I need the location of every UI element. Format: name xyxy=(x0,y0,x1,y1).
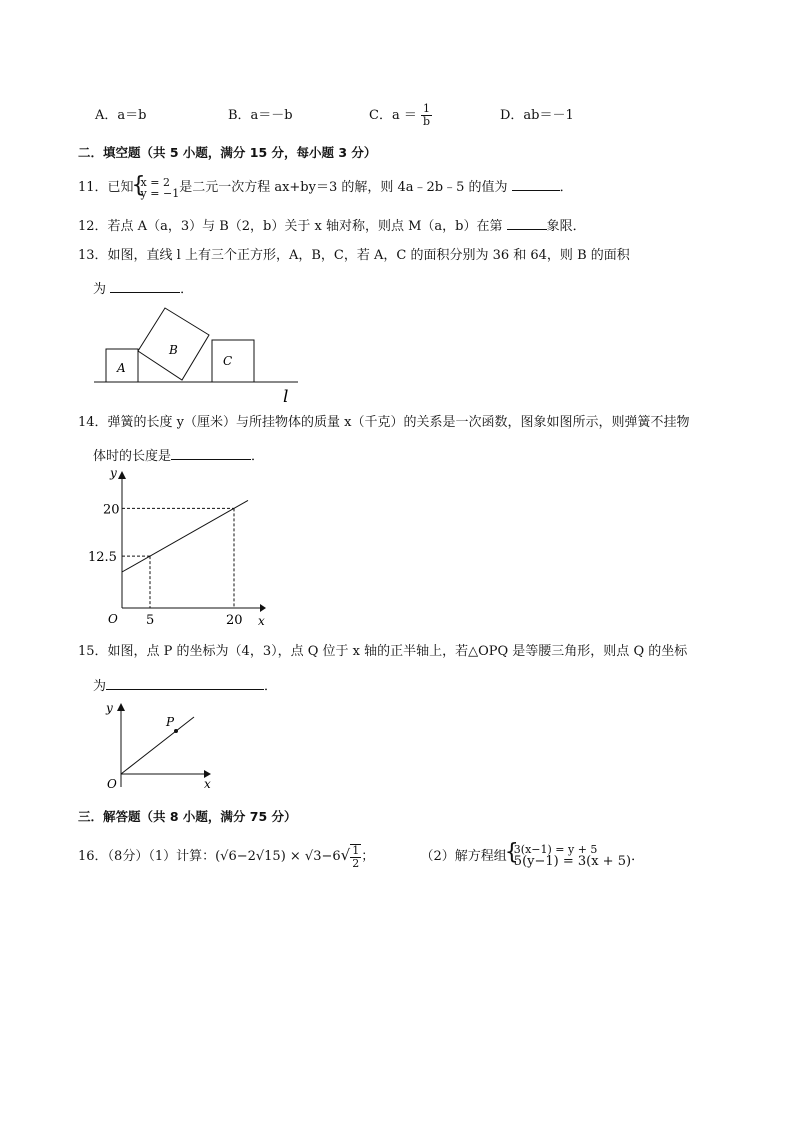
origin-label: O xyxy=(107,777,117,791)
q16-part1-end: ； xyxy=(361,849,375,864)
option-a: A．a＝b xyxy=(95,108,147,123)
q11-equation-system xyxy=(134,177,180,199)
radical-sign: √ xyxy=(340,846,351,864)
label-b: B xyxy=(169,343,178,357)
x-axis-arrow xyxy=(260,604,266,612)
y-label: y xyxy=(106,701,113,715)
q15-answer-blank[interactable] xyxy=(106,675,264,690)
q11-sys-line-2: y = −1 xyxy=(140,186,180,200)
q15-coordinate-figure xyxy=(100,698,220,793)
ray-op xyxy=(121,717,194,774)
point-p-label: P xyxy=(166,715,175,729)
q12-answer-blank[interactable] xyxy=(507,215,547,230)
question-14-line-1: 14．弹簧的长度 y（厘米）与所挂物体的质量 x（千克）的关系是一次函数，图象如图所示，则弹簧不挂物 xyxy=(78,415,690,430)
q16-part1: 16．（8分）（1）计算：(√6−2√15) × √3−6 xyxy=(78,849,341,864)
q16-sqrt-denominator: 2 xyxy=(352,856,360,870)
q16-sqrt-numerator: 1 xyxy=(352,843,360,857)
question-12 xyxy=(78,215,586,236)
question-11 xyxy=(78,176,573,200)
x-axis-label: x xyxy=(258,614,265,628)
square-c xyxy=(212,340,254,382)
option-c-prefix: C．a ＝ xyxy=(369,108,417,123)
option-c-numerator: 1 xyxy=(421,103,432,116)
label-l: l xyxy=(283,387,289,405)
option-b: B．a＝－b xyxy=(228,108,293,123)
q14-answer-blank[interactable] xyxy=(171,445,251,460)
question-16 xyxy=(78,840,644,872)
question-13-line-1: 13．如图，直线 l 上有三个正方形，A，B，C，若 A，C 的面积分别为 36 和 64，则 B 的面积 xyxy=(78,248,630,263)
q16-sys-line-2: 5(y−1) = 3(x + 5) xyxy=(513,854,632,869)
q11-sys-line-1: { x = 2 xyxy=(140,175,170,189)
y-tick-label-20: 20 xyxy=(103,502,120,518)
series-line xyxy=(122,500,248,572)
q13-prefix: 为 xyxy=(93,282,107,297)
origin-label: O xyxy=(108,612,118,626)
y-tick-label-12.5: 12.5 xyxy=(88,550,117,566)
point-p xyxy=(174,729,178,733)
label-a: A xyxy=(117,361,126,375)
q12-end: 象限． xyxy=(546,219,586,234)
question-13-line-2 xyxy=(93,278,193,299)
y-axis-arrow xyxy=(117,703,125,711)
q11-end: ． xyxy=(559,180,573,195)
y-axis-label: y xyxy=(110,466,117,480)
q16-equation-system xyxy=(507,844,631,869)
q12-text: 12．若点 A（a，3）与 B（2，b）关于 x 轴对称，则点 M（a，b）在第 xyxy=(78,219,503,234)
q14-end: ． xyxy=(251,449,265,464)
question-14-line-2 xyxy=(93,445,264,466)
option-c-denominator: b xyxy=(422,115,431,128)
q16-sys-line-1: { 3(x−1) = y + 5 xyxy=(513,843,598,856)
q11-prefix: 11．已知 xyxy=(78,180,134,195)
option-c-fraction xyxy=(421,103,432,128)
question-15-line-2 xyxy=(93,675,277,696)
y-axis-arrow xyxy=(118,471,126,479)
q11-suffix: 是二元一次方程 ax+by＝3 的解，则 4a﹣2b﹣5 的值为 xyxy=(179,180,508,195)
option-d: D．ab＝－1 xyxy=(500,108,574,123)
q11-answer-blank[interactable] xyxy=(512,176,560,191)
x-label: x xyxy=(204,777,211,791)
q15-prefix: 为 xyxy=(93,679,107,694)
x-tick-label-20: 20 xyxy=(226,613,243,628)
q16-part2: （2）解方程组 xyxy=(420,849,507,864)
section-3-heading: 三．解答题（共 8 小题，满分 75 分） xyxy=(78,809,297,824)
label-c: C xyxy=(223,354,233,368)
q16-sqrt-fraction xyxy=(350,844,361,870)
q13-answer-blank[interactable] xyxy=(110,278,180,293)
question-15-line-1: 15．如图，点 P 的坐标为（4，3），点 Q 位于 x 轴的正半轴上，若△OPQ 是等腰三角形，则点 Q 的坐标 xyxy=(78,644,688,659)
q14-line-chart xyxy=(88,465,273,635)
q15-end: ． xyxy=(264,679,278,694)
q14-prefix: 体时的长度是 xyxy=(93,449,172,464)
x-tick-label-5: 5 xyxy=(146,613,155,628)
q13-squares-figure xyxy=(90,305,305,405)
option-c xyxy=(369,99,432,133)
q16-part2-end: ． xyxy=(631,849,645,864)
section-2-heading: 二．填空题（共 5 小题，满分 15 分，每小题 3 分） xyxy=(78,145,377,160)
q13-end: ． xyxy=(180,282,194,297)
